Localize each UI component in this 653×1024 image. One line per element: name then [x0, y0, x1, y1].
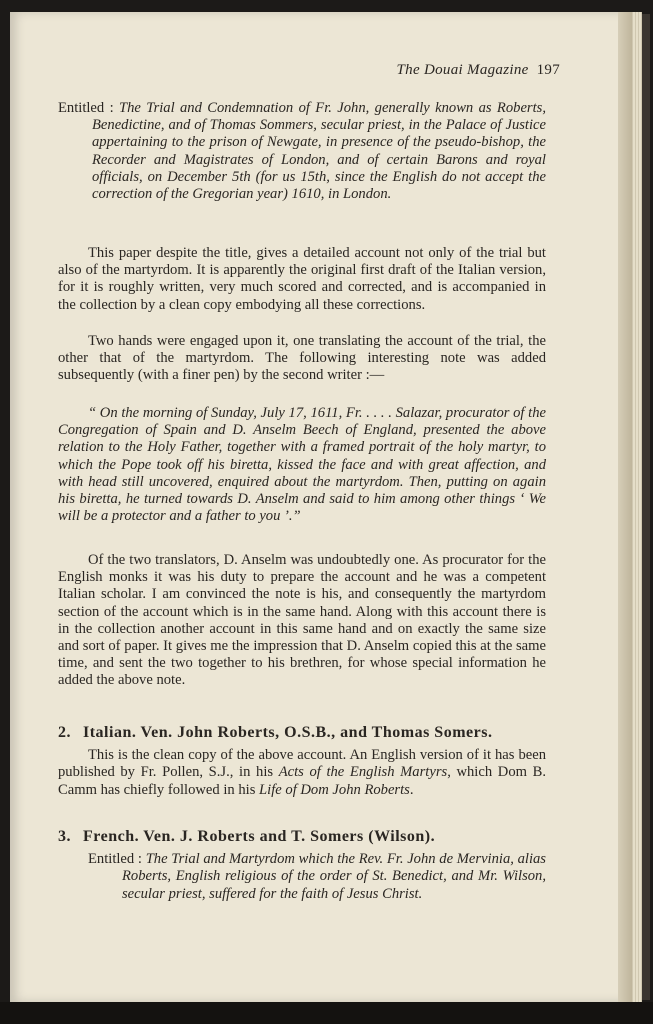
entry-1-paragraph	[58, 100, 546, 203]
section-3-label: Entitled :	[88, 851, 142, 868]
book-cover-edge	[642, 14, 650, 1000]
entry-1-title: The Trial and Condemnation of Fr. John, generally known as Roberts, Benedictine, and of Thomas Sommers, secular priest, in the Palace of Justice appertaining to the prison of Newgate, in presence of the pseudo-bishop, the Recorder and Magistrates of London, and of certain Barons and royal officials, on December 5th (for us 15th, since the English do not accept the correction of the Gregorian year) 1610, in London.	[92, 100, 546, 203]
section-2-book-title-1: Acts of the English Martyrs	[278, 764, 448, 781]
section-3-heading	[58, 828, 546, 845]
section-3-title: The Trial and Martyrdom which the Rev. Fr. John de Mervinia, alias Roberts, English religious of the order of St. Benedict, and Mr. Wilson, secular priest, suffered for the faith of Jesus Christ.	[122, 851, 546, 902]
background-strip	[0, 1002, 653, 1024]
paragraph-3	[58, 552, 546, 690]
paragraph-2-text: Two hands were engaged upon it, one translating the account of the trial, the other that of the martyrdom. The following interesting note was added subsequently (with a finer pen) by the second writer :—	[58, 333, 546, 384]
section-2	[58, 724, 546, 799]
paragraph-1	[58, 245, 546, 314]
section-2-heading	[58, 724, 546, 741]
paragraph-3-text: Of the two translators, D. Anselm was undoubtedly one. As procurator for the English monks it was his duty to prepare the account and he was a competent Italian scholar. I am convinced the note is his, and consequently the martyrdom section of the account which is in the same hand. Along with this account there is in the collection another account in this same hand and on exactly the same size and sort of paper. It gives me the impression that D. Anselm copied this at the same time, and sent the two together to his brethren, for whose special information he added the above note.	[58, 552, 546, 689]
section-3-number: 3.	[58, 828, 71, 845]
section-2-text	[58, 747, 546, 799]
section-2-text-e: .	[409, 781, 414, 798]
section-2-text-c: , which Dom B. Camm has chiefly followed in his	[58, 764, 546, 798]
section-3	[58, 828, 546, 903]
section-3-entry	[58, 851, 546, 903]
section-2-text-a: This is the clean copy of the above account. An English version of it has been published by Fr. Pollen, S.J., in his	[58, 747, 546, 781]
paragraph-2	[58, 333, 546, 385]
entry-1-label: Entitled :	[58, 100, 114, 116]
page-gutter	[618, 12, 632, 1002]
magazine-title: The Douai Magazine	[396, 62, 529, 78]
section-2-heading-text: Italian. Ven. John Roberts, O.S.B., and Thomas Somers.	[83, 724, 493, 741]
running-header	[360, 62, 560, 79]
quotation	[58, 405, 546, 525]
section-3-heading-text: French. Ven. J. Roberts and T. Somers (Wilson).	[83, 828, 436, 845]
page-edges	[632, 12, 642, 1002]
page-number: 197	[536, 62, 560, 78]
section-2-number: 2.	[58, 724, 71, 741]
entry-1	[58, 100, 546, 203]
section-2-book-title-2: Life of Dom John Roberts	[259, 781, 410, 798]
quotation-text: “ On the morning of Sunday, July 17, 1611, Fr. . . . . Salazar, procurator of the Congregation of Spain and D. Anselm Beech of England, presented the above relation to the Holy Father, together with a framed portrait of the holy martyr, to which the Pope took off his biretta, kissed the face and with great affection, and with head still uncovered, enquired about the martyrdom. Then, putting on again his biretta, he turned towards D. Anselm and said to him among other things ‘ We will be a protector and a father to you ’.”	[58, 405, 546, 525]
paragraph-1-text: This paper despite the title, gives a detailed account not only of the trial but also of the martyrdom. It is apparently the original first draft of the Italian version, for it is roughly written, very much scored and corrected, and is accompanied in the collection by a clean copy embodying all these corrections.	[58, 245, 546, 313]
